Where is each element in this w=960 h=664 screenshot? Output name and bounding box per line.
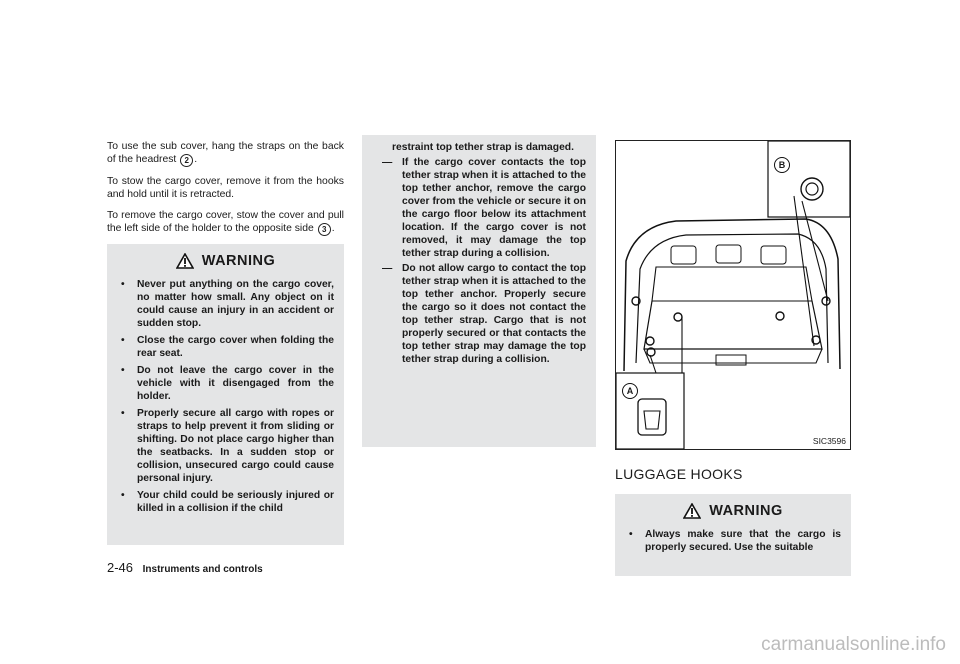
callout-label-a: A <box>622 383 638 399</box>
warning-list <box>625 528 841 554</box>
warning-item: • Always make sure that the cargo is properly secured. Use the suitable <box>629 529 841 553</box>
cargo-area-drawing <box>616 141 850 449</box>
warning-list <box>117 278 334 515</box>
warning-box <box>615 494 851 576</box>
page-number: 2-46 <box>107 560 134 575</box>
warning-header <box>117 248 334 274</box>
warning-continued-text: restraint top tether strap is damaged. <box>392 142 574 153</box>
warning-triangle-icon <box>176 253 194 269</box>
section-title: LUGGAGE HOOKS <box>615 466 743 482</box>
warning-header <box>625 498 841 524</box>
left-column <box>107 140 344 545</box>
warning-title: WARNING <box>709 503 783 519</box>
warning-subitem: — If the cargo cover contacts the top tether strap when it is attached to the top tether anchor, remove the cargo cover from the vehicle or secure it on the cargo floor below its attachment location. If the cargo cover is not removed, it may damage the top tether strap during a collision. <box>382 157 586 259</box>
footer-section: Instruments and controls <box>142 564 263 575</box>
warning-triangle-icon <box>683 503 701 519</box>
warning-title: WARNING <box>201 253 276 269</box>
watermark: carmanualsonline.info <box>761 634 946 655</box>
ref-marker: 2 <box>180 154 193 167</box>
warning-item: • Properly secure all cargo with ropes or straps to help prevent it from sliding or shifting. Do not place cargo higher than the seatbacks. In a sudden stop or collision, unsecured cargo could cause personal injury. <box>121 408 334 484</box>
middle-column <box>362 135 596 447</box>
warning-subitem: — Do not allow cargo to contact the top tether strap when it is attached to the top tether anchor. Properly secure the cargo so it does not contact the top tether strap. Cargo that is not properly secured or that contacts the top tether strap may damage the top tether strap during a collision. <box>382 263 586 365</box>
sub-cover-paragraph: To use the sub cover, hang the straps on the back of the headrest 2 . <box>107 141 344 165</box>
warning-item: • Never put anything on the cargo cover, no matter how small. Any object on it could cause an injury in an accident or sudden stop. <box>121 279 334 329</box>
warning-item: • Do not leave the cargo cover in the vehicle with it disengaged from the holder. <box>121 365 334 402</box>
warning-item: • Your child could be seriously injured or killed in a collision if the child <box>121 490 334 514</box>
warning-box-continued <box>362 135 596 447</box>
cargo-area-illustration <box>615 140 851 450</box>
warning-item: • Close the cargo cover when folding the rear seat. <box>121 335 334 359</box>
remove-paragraph: To remove the cargo cover, stow the cover and pull the left side of the holder to the opposite side 3 . <box>107 210 344 234</box>
ref-marker: 3 <box>318 223 331 236</box>
warning-box <box>107 244 344 545</box>
figure-code: SIC3596 <box>812 436 846 446</box>
stow-paragraph: To stow the cargo cover, remove it from the hooks and hold until it is retracted. <box>107 176 344 200</box>
callout-label-b: B <box>774 157 790 173</box>
page-footer <box>107 560 263 575</box>
right-column <box>615 140 851 576</box>
